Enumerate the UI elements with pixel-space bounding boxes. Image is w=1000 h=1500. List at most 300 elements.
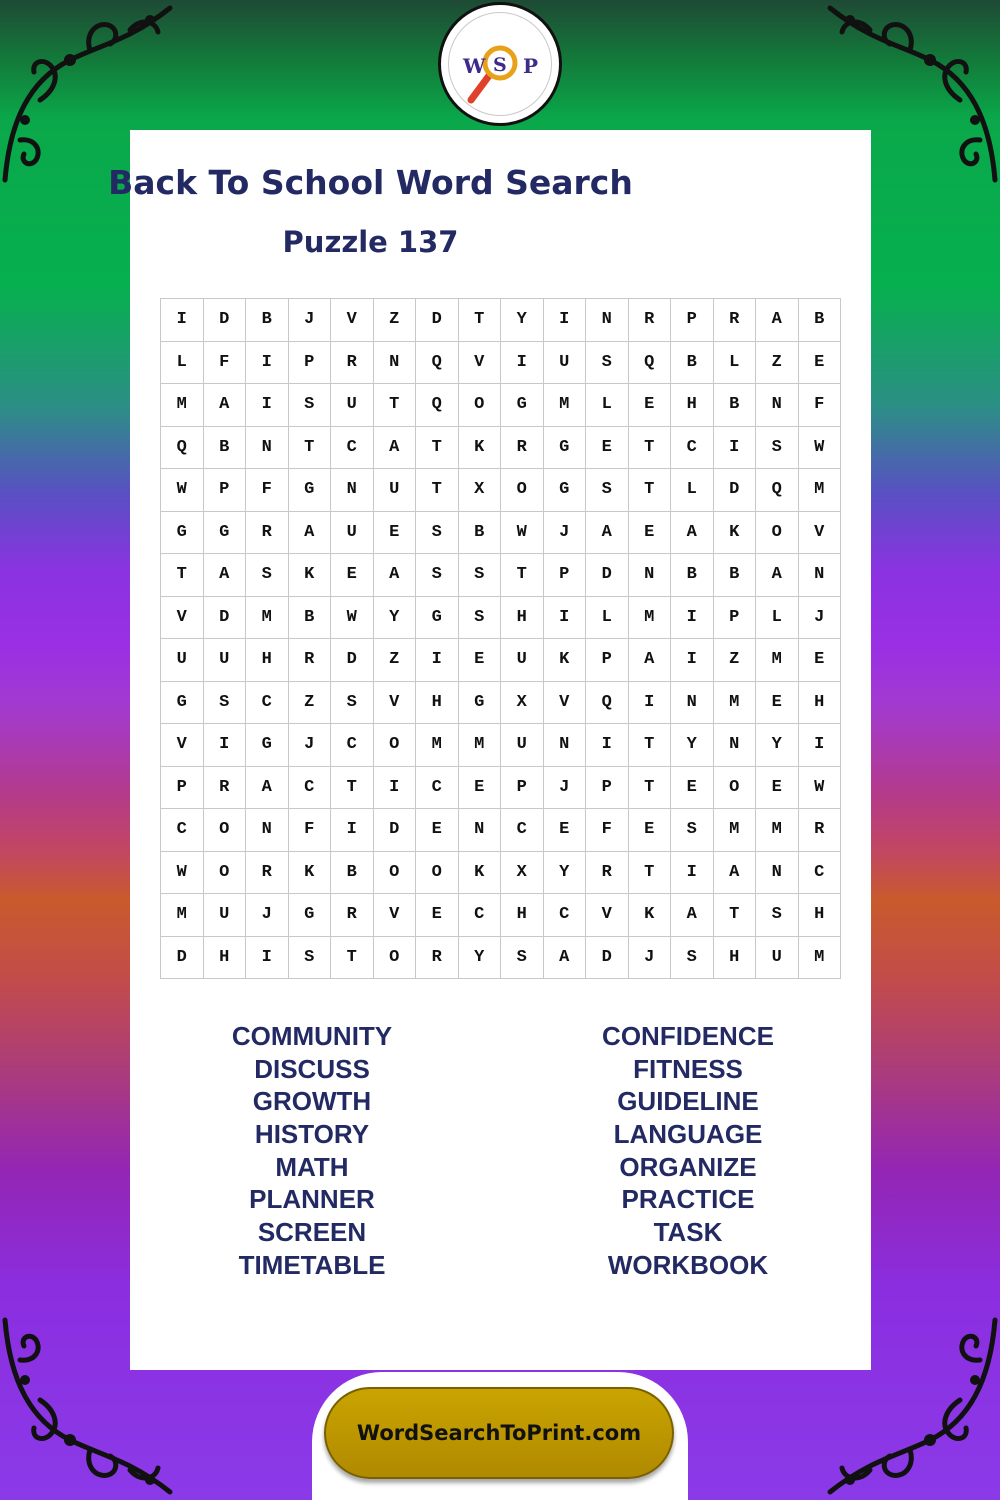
grid-cell[interactable]: S	[756, 894, 799, 937]
grid-cell[interactable]: P	[671, 299, 714, 342]
grid-cell[interactable]: V	[161, 724, 204, 767]
grid-cell[interactable]: I	[671, 639, 714, 682]
grid-cell[interactable]: G	[246, 724, 289, 767]
grid-cell[interactable]: D	[416, 299, 459, 342]
grid-cell[interactable]: H	[713, 936, 756, 979]
grid-cell[interactable]: K	[458, 851, 501, 894]
grid-cell[interactable]: D	[161, 936, 204, 979]
grid-cell[interactable]: F	[288, 809, 331, 852]
grid-cell[interactable]: V	[586, 894, 629, 937]
grid-cell[interactable]: F	[586, 809, 629, 852]
grid-cell[interactable]: B	[288, 596, 331, 639]
grid-cell[interactable]: W	[798, 426, 841, 469]
grid-cell[interactable]: D	[586, 554, 629, 597]
grid-row	[161, 384, 841, 427]
grid-cell[interactable]: G	[543, 469, 586, 512]
grid-cell[interactable]: C	[331, 426, 374, 469]
grid-cell[interactable]: A	[203, 384, 246, 427]
grid-cell[interactable]: U	[331, 511, 374, 554]
grid-cell[interactable]: X	[501, 681, 544, 724]
grid-cell[interactable]: A	[373, 426, 416, 469]
word-list-item: DISCUSS	[254, 1053, 370, 1084]
grid-cell[interactable]: A	[246, 766, 289, 809]
grid-cell[interactable]: I	[203, 724, 246, 767]
grid-cell[interactable]: K	[288, 554, 331, 597]
grid-cell[interactable]: F	[798, 384, 841, 427]
grid-cell[interactable]: O	[458, 384, 501, 427]
grid-cell[interactable]: I	[246, 384, 289, 427]
grid-cell[interactable]: I	[543, 299, 586, 342]
grid-cell[interactable]: A	[586, 511, 629, 554]
grid-cell[interactable]: K	[288, 851, 331, 894]
grid-cell[interactable]: P	[203, 469, 246, 512]
grid-cell[interactable]: N	[543, 724, 586, 767]
logo-letter-s: S	[493, 54, 507, 76]
grid-cell[interactable]: E	[373, 511, 416, 554]
grid-cell[interactable]: T	[628, 724, 671, 767]
grid-row	[161, 639, 841, 682]
grid-cell[interactable]: M	[543, 384, 586, 427]
grid-cell[interactable]: Q	[161, 426, 204, 469]
grid-cell[interactable]: V	[458, 341, 501, 384]
grid-row	[161, 469, 841, 512]
grid-cell[interactable]: S	[671, 936, 714, 979]
word-list-item: TIMETABLE	[238, 1249, 386, 1280]
grid-cell[interactable]: M	[161, 894, 204, 937]
grid-cell[interactable]: D	[203, 596, 246, 639]
grid-cell[interactable]: M	[713, 681, 756, 724]
grid-cell[interactable]: R	[416, 936, 459, 979]
grid-cell[interactable]: S	[288, 384, 331, 427]
grid-cell[interactable]: P	[586, 766, 629, 809]
grid-cell[interactable]: A	[373, 554, 416, 597]
word-list-item: GROWTH	[252, 1086, 372, 1117]
grid-cell[interactable]: C	[331, 724, 374, 767]
grid-row	[161, 596, 841, 639]
grid-cell[interactable]: Q	[628, 341, 671, 384]
grid-cell[interactable]: M	[416, 724, 459, 767]
grid-row	[161, 851, 841, 894]
grid-cell[interactable]: O	[373, 851, 416, 894]
grid-cell[interactable]: A	[671, 511, 714, 554]
grid-cell[interactable]: F	[246, 469, 289, 512]
grid-cell[interactable]: B	[458, 511, 501, 554]
grid-cell[interactable]: I	[161, 299, 204, 342]
grid-cell[interactable]: E	[671, 766, 714, 809]
word-list-left	[142, 1020, 482, 1282]
grid-cell[interactable]: W	[798, 766, 841, 809]
grid-cell[interactable]: K	[543, 639, 586, 682]
grid-cell[interactable]: E	[416, 809, 459, 852]
grid-cell[interactable]: H	[246, 639, 289, 682]
grid-cell[interactable]: B	[246, 299, 289, 342]
grid-cell[interactable]: E	[543, 809, 586, 852]
grid-cell[interactable]: L	[713, 341, 756, 384]
grid-cell[interactable]: N	[628, 554, 671, 597]
grid-cell[interactable]: U	[161, 639, 204, 682]
grid-cell[interactable]: J	[543, 511, 586, 554]
grid-cell[interactable]: N	[756, 384, 799, 427]
grid-cell[interactable]: E	[458, 639, 501, 682]
grid-cell[interactable]: P	[501, 766, 544, 809]
grid-cell[interactable]: R	[246, 851, 289, 894]
grid-cell[interactable]: R	[586, 851, 629, 894]
grid-cell[interactable]: M	[756, 639, 799, 682]
grid-cell[interactable]: H	[798, 681, 841, 724]
grid-cell[interactable]: D	[203, 299, 246, 342]
grid-cell[interactable]: U	[373, 469, 416, 512]
grid-cell[interactable]: U	[203, 639, 246, 682]
grid-cell[interactable]: G	[501, 384, 544, 427]
grid-cell[interactable]: Y	[373, 596, 416, 639]
word-list-item: PLANNER	[249, 1184, 375, 1215]
grid-cell[interactable]: E	[628, 809, 671, 852]
grid-cell[interactable]: M	[458, 724, 501, 767]
logo-letter-w: W	[463, 54, 486, 78]
grid-row	[161, 426, 841, 469]
grid-cell[interactable]: A	[756, 554, 799, 597]
grid-cell[interactable]: P	[713, 596, 756, 639]
grid-cell[interactable]: U	[756, 936, 799, 979]
grid-cell[interactable]: T	[628, 851, 671, 894]
grid-cell[interactable]: J	[288, 299, 331, 342]
grid-cell[interactable]: D	[713, 469, 756, 512]
grid-row	[161, 511, 841, 554]
grid-cell[interactable]: U	[203, 894, 246, 937]
grid-cell[interactable]: L	[161, 341, 204, 384]
grid-row	[161, 554, 841, 597]
grid-cell[interactable]: C	[288, 766, 331, 809]
grid-cell[interactable]: T	[416, 469, 459, 512]
grid-cell[interactable]: B	[798, 299, 841, 342]
grid-cell[interactable]: D	[373, 809, 416, 852]
grid-cell[interactable]: I	[586, 724, 629, 767]
grid-cell[interactable]: S	[246, 554, 289, 597]
grid-cell[interactable]: H	[798, 894, 841, 937]
grid-cell[interactable]: M	[756, 809, 799, 852]
grid-cell[interactable]: E	[586, 426, 629, 469]
grid-cell[interactable]: I	[628, 681, 671, 724]
grid-cell[interactable]: H	[501, 596, 544, 639]
grid-cell[interactable]: H	[416, 681, 459, 724]
grid-cell[interactable]: H	[671, 384, 714, 427]
grid-cell[interactable]: P	[586, 639, 629, 682]
grid-cell[interactable]: B	[713, 384, 756, 427]
grid-cell[interactable]: R	[246, 511, 289, 554]
grid-cell[interactable]: N	[373, 341, 416, 384]
grid-cell[interactable]: E	[458, 766, 501, 809]
grid-cell[interactable]: E	[416, 894, 459, 937]
word-list-item: WORKBOOK	[607, 1249, 769, 1280]
grid-cell[interactable]: J	[288, 724, 331, 767]
grid-cell[interactable]: B	[331, 851, 374, 894]
grid-cell[interactable]: S	[586, 469, 629, 512]
grid-cell[interactable]: U	[543, 341, 586, 384]
grid-cell[interactable]: N	[798, 554, 841, 597]
grid-cell[interactable]: P	[543, 554, 586, 597]
grid-cell[interactable]: O	[416, 851, 459, 894]
word-list-item: HISTORY	[254, 1119, 370, 1150]
grid-cell[interactable]: Q	[416, 384, 459, 427]
grid-cell[interactable]: M	[246, 596, 289, 639]
grid-cell[interactable]: T	[628, 426, 671, 469]
grid-cell[interactable]: Q	[756, 469, 799, 512]
footer-tab	[312, 1372, 688, 1500]
grid-cell[interactable]: Y	[543, 851, 586, 894]
grid-cell[interactable]: N	[756, 851, 799, 894]
puzzle-title: Back To School Word Search	[108, 163, 633, 202]
grid-row	[161, 936, 841, 979]
word-list-item: PRACTICE	[621, 1184, 755, 1215]
grid-cell[interactable]: K	[458, 426, 501, 469]
grid-cell[interactable]: B	[713, 554, 756, 597]
grid-cell[interactable]: O	[373, 936, 416, 979]
grid-cell[interactable]: I	[246, 341, 289, 384]
grid-cell[interactable]: S	[416, 511, 459, 554]
grid-cell[interactable]: D	[586, 936, 629, 979]
grid-cell[interactable]: T	[628, 469, 671, 512]
word-list-right	[518, 1020, 858, 1282]
grid-cell[interactable]: G	[543, 426, 586, 469]
grid-cell[interactable]: S	[586, 341, 629, 384]
grid-row	[161, 724, 841, 767]
grid-cell[interactable]: M	[798, 936, 841, 979]
grid-cell[interactable]: G	[458, 681, 501, 724]
grid-cell[interactable]: M	[798, 469, 841, 512]
grid-cell[interactable]: R	[798, 809, 841, 852]
grid-cell[interactable]: T	[373, 384, 416, 427]
grid-cell[interactable]: X	[501, 851, 544, 894]
word-list-item: TASK	[653, 1217, 723, 1248]
grid-cell[interactable]: U	[501, 724, 544, 767]
grid-cell[interactable]: S	[501, 936, 544, 979]
word-list-item: CONFIDENCE	[602, 1021, 774, 1051]
word-list-item: FITNESS	[633, 1053, 743, 1084]
grid-cell[interactable]: H	[203, 936, 246, 979]
grid-row	[161, 766, 841, 809]
letter-grid[interactable]	[160, 298, 841, 979]
grid-cell[interactable]: V	[543, 681, 586, 724]
grid-cell[interactable]: T	[501, 554, 544, 597]
grid-cell[interactable]: P	[161, 766, 204, 809]
grid-cell[interactable]: C	[416, 766, 459, 809]
word-list-item: MATH	[275, 1151, 349, 1182]
grid-cell[interactable]: J	[628, 936, 671, 979]
grid-cell[interactable]: T	[331, 766, 374, 809]
grid-cell[interactable]: I	[331, 809, 374, 852]
grid-cell[interactable]: H	[501, 894, 544, 937]
grid-cell[interactable]: G	[161, 681, 204, 724]
grid-cell[interactable]: T	[288, 426, 331, 469]
grid-row	[161, 299, 841, 342]
grid-cell[interactable]: T	[416, 426, 459, 469]
grid-cell[interactable]: W	[331, 596, 374, 639]
grid-cell[interactable]: V	[373, 681, 416, 724]
grid-row	[161, 894, 841, 937]
grid-cell[interactable]: V	[331, 299, 374, 342]
grid-cell[interactable]: B	[671, 341, 714, 384]
grid-cell[interactable]: C	[543, 894, 586, 937]
grid-cell[interactable]: G	[416, 596, 459, 639]
grid-cell[interactable]: I	[501, 341, 544, 384]
grid-cell[interactable]: L	[671, 469, 714, 512]
grid-cell[interactable]: O	[501, 469, 544, 512]
grid-cell[interactable]: T	[713, 894, 756, 937]
grid-cell[interactable]: C	[798, 851, 841, 894]
grid-cell[interactable]: V	[373, 894, 416, 937]
grid-cell[interactable]: Y	[756, 724, 799, 767]
grid-cell[interactable]: M	[161, 384, 204, 427]
grid-cell[interactable]: T	[628, 766, 671, 809]
grid-cell[interactable]: I	[416, 639, 459, 682]
grid-cell[interactable]: Z	[713, 639, 756, 682]
grid-cell[interactable]: V	[798, 511, 841, 554]
grid-cell[interactable]: U	[331, 384, 374, 427]
grid-cell[interactable]: O	[373, 724, 416, 767]
grid-cell[interactable]: T	[331, 936, 374, 979]
grid-cell[interactable]: E	[756, 681, 799, 724]
grid-cell[interactable]: R	[288, 639, 331, 682]
grid-cell[interactable]: N	[586, 299, 629, 342]
grid-cell[interactable]: K	[713, 511, 756, 554]
grid-cell[interactable]: J	[543, 766, 586, 809]
grid-cell[interactable]: I	[671, 851, 714, 894]
word-list-item: LANGUAGE	[613, 1119, 763, 1150]
logo-letter-p: P	[523, 54, 539, 78]
grid-cell[interactable]: O	[203, 851, 246, 894]
grid-cell[interactable]: Y	[671, 724, 714, 767]
grid-cell[interactable]: J	[246, 894, 289, 937]
grid-cell[interactable]: N	[246, 426, 289, 469]
grid-cell[interactable]: T	[458, 299, 501, 342]
grid-cell[interactable]: O	[203, 809, 246, 852]
grid-cell[interactable]: C	[671, 426, 714, 469]
grid-cell[interactable]: B	[203, 426, 246, 469]
grid-cell[interactable]: N	[458, 809, 501, 852]
grid-cell[interactable]: X	[458, 469, 501, 512]
grid-cell[interactable]: R	[331, 341, 374, 384]
grid-cell[interactable]: A	[628, 639, 671, 682]
grid-cell[interactable]: S	[331, 681, 374, 724]
grid-cell[interactable]: C	[246, 681, 289, 724]
grid-cell[interactable]: L	[586, 384, 629, 427]
grid-cell[interactable]: E	[756, 766, 799, 809]
grid-cell[interactable]: E	[331, 554, 374, 597]
grid-cell[interactable]: T	[161, 554, 204, 597]
grid-cell[interactable]: O	[756, 511, 799, 554]
magnifier-icon	[441, 5, 559, 123]
grid-cell[interactable]: R	[628, 299, 671, 342]
word-list-item: GUIDELINE	[617, 1086, 759, 1117]
grid-cell[interactable]: S	[458, 596, 501, 639]
grid-cell[interactable]: Y	[458, 936, 501, 979]
grid-cell[interactable]: R	[713, 299, 756, 342]
grid-cell[interactable]: G	[288, 469, 331, 512]
grid-cell[interactable]: I	[798, 724, 841, 767]
grid-cell[interactable]: O	[713, 766, 756, 809]
grid-cell[interactable]: C	[161, 809, 204, 852]
grid-row	[161, 341, 841, 384]
word-list-item: ORGANIZE	[619, 1151, 757, 1182]
grid-cell[interactable]: Q	[586, 681, 629, 724]
grid-cell[interactable]: S	[288, 936, 331, 979]
grid-cell[interactable]: R	[331, 894, 374, 937]
grid-cell[interactable]: E	[628, 511, 671, 554]
grid-cell[interactable]: A	[203, 554, 246, 597]
grid-cell[interactable]: C	[458, 894, 501, 937]
grid-cell[interactable]: Q	[416, 341, 459, 384]
grid-cell[interactable]: S	[756, 426, 799, 469]
grid-cell[interactable]: A	[671, 894, 714, 937]
grid-cell[interactable]: D	[331, 639, 374, 682]
grid-cell[interactable]: E	[798, 639, 841, 682]
word-list-item: SCREEN	[257, 1217, 367, 1248]
grid-cell[interactable]: B	[671, 554, 714, 597]
grid-cell[interactable]: I	[373, 766, 416, 809]
website-button[interactable]: WordSearchToPrint.com	[324, 1387, 674, 1479]
grid-cell[interactable]: A	[543, 936, 586, 979]
grid-cell[interactable]: W	[161, 469, 204, 512]
grid-cell[interactable]: K	[628, 894, 671, 937]
grid-cell[interactable]: I	[713, 426, 756, 469]
grid-cell[interactable]: A	[756, 299, 799, 342]
grid-cell[interactable]: S	[671, 809, 714, 852]
grid-row	[161, 681, 841, 724]
grid-cell[interactable]: L	[586, 596, 629, 639]
grid-cell[interactable]: Z	[373, 299, 416, 342]
grid-cell[interactable]: P	[288, 341, 331, 384]
grid-cell[interactable]: Z	[756, 341, 799, 384]
wsp-logo[interactable]	[438, 2, 562, 126]
grid-cell[interactable]: A	[713, 851, 756, 894]
grid-cell[interactable]: N	[331, 469, 374, 512]
grid-cell[interactable]: A	[288, 511, 331, 554]
grid-cell[interactable]: Z	[288, 681, 331, 724]
grid-cell[interactable]: N	[671, 681, 714, 724]
grid-cell[interactable]: I	[671, 596, 714, 639]
grid-cell[interactable]: E	[798, 341, 841, 384]
grid-cell[interactable]: R	[203, 766, 246, 809]
grid-cell[interactable]: V	[161, 596, 204, 639]
grid-cell[interactable]: J	[798, 596, 841, 639]
grid-cell[interactable]: N	[713, 724, 756, 767]
grid-cell[interactable]: S	[458, 554, 501, 597]
grid-cell[interactable]: C	[501, 809, 544, 852]
grid-cell[interactable]: M	[713, 809, 756, 852]
grid-cell[interactable]: F	[203, 341, 246, 384]
grid-cell[interactable]: N	[246, 809, 289, 852]
grid-cell[interactable]: G	[288, 894, 331, 937]
grid-cell[interactable]: G	[203, 511, 246, 554]
grid-cell[interactable]: R	[501, 426, 544, 469]
grid-cell[interactable]: I	[246, 936, 289, 979]
grid-cell[interactable]: U	[501, 639, 544, 682]
puzzle-number: Puzzle 137	[282, 225, 459, 259]
grid-cell[interactable]: E	[628, 384, 671, 427]
grid-cell[interactable]: G	[161, 511, 204, 554]
grid-cell[interactable]: Z	[373, 639, 416, 682]
word-list-item: COMMUNITY	[231, 1021, 393, 1051]
grid-cell[interactable]: I	[543, 596, 586, 639]
grid-cell[interactable]: W	[161, 851, 204, 894]
grid-cell[interactable]: L	[756, 596, 799, 639]
grid-cell[interactable]: S	[203, 681, 246, 724]
grid-cell[interactable]: W	[501, 511, 544, 554]
grid-cell[interactable]: S	[416, 554, 459, 597]
grid-row	[161, 809, 841, 852]
grid-cell[interactable]: M	[628, 596, 671, 639]
grid-cell[interactable]: Y	[501, 299, 544, 342]
